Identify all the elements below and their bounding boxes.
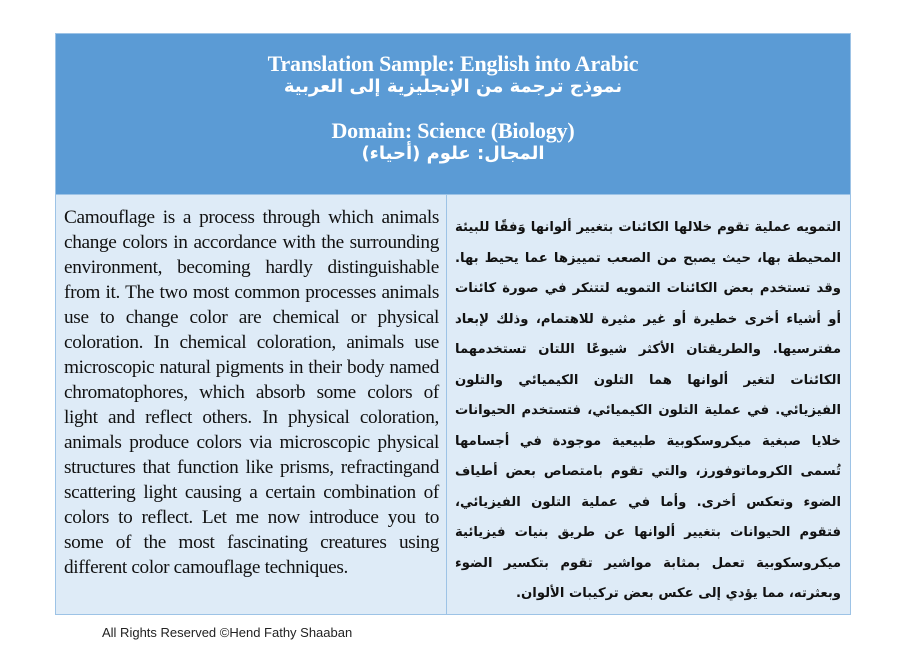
title-arabic: نموذج ترجمة من الإنجليزية إلى العربية — [283, 76, 623, 97]
domain-arabic: المجال: علوم (أحياء) — [361, 143, 545, 164]
arabic-translation-text: التمويه عملية تقوم خلالها الكائنات بتغيير ألوانها وَفقًا للبيئة المحيطة بها، حيث يصبح من الصعب تمييزها عما يحيط بها. وقد تستخدم بعض الكائنات التمويه لتتنكر في صورة كائنات أو أشياء أخرى خطيرة أو غير مثيرة للاهتمام، وذلك لإبعاد مفترسيها. والطريقتان الأكثر شيوعًا اللتان تستخدمهما الكائنات لتغير ألوانها هما التلون الكيميائي والتلون الفيزيائي. في عملية التلون الكيميائي، فتستخدم الحيوانات خلايا صبغية ميكروسكوبية طبيعية موجودة في أجسامها تُسمى الكروماتوفورز، والتي تقوم بامتصاص بعض أطياف الضوء وتعكس أخرى. وأما في عملية التلون الفيزيائي، فتقوم الحيوانات بتغيير ألوانها عن طريق بنيات فيزيائية ميكروسكوبية تعمل بمثابة مواشير تقوم بتكسير الضوء وبعثرته، مما يؤدي إلى عكس بعض تركيبات الألوان. — [455, 220, 841, 601]
header-spacer — [56, 98, 850, 118]
translation-sample-table — [55, 33, 851, 615]
english-source-text: Camouflage is a process through which animals change colors in accordance with the surrounding environment, becoming hardly distinguishable from it. The two most common processes animals use to change color are chemical or physical coloration. In chemical coloration, animals use microscopic natural pigments in their body named chromatophores, which absorb some colors of light and reflect others. In physical coloration, animals produce colors via microscopic physical structures that function like prisms, refractingand scattering light causing a certain combination of colors to reflect. Let me now introduce you to some of the most fascinating creatures using different color camouflage techniques. — [56, 195, 447, 614]
copyright-footer: All Rights Reserved ©Hend Fathy Shaaban — [102, 625, 353, 640]
domain-english: Domain: Science (Biology) — [331, 118, 575, 143]
title-english: Translation Sample: English into Arabic — [267, 51, 639, 76]
table-header — [56, 34, 850, 194]
content-row — [56, 194, 850, 614]
